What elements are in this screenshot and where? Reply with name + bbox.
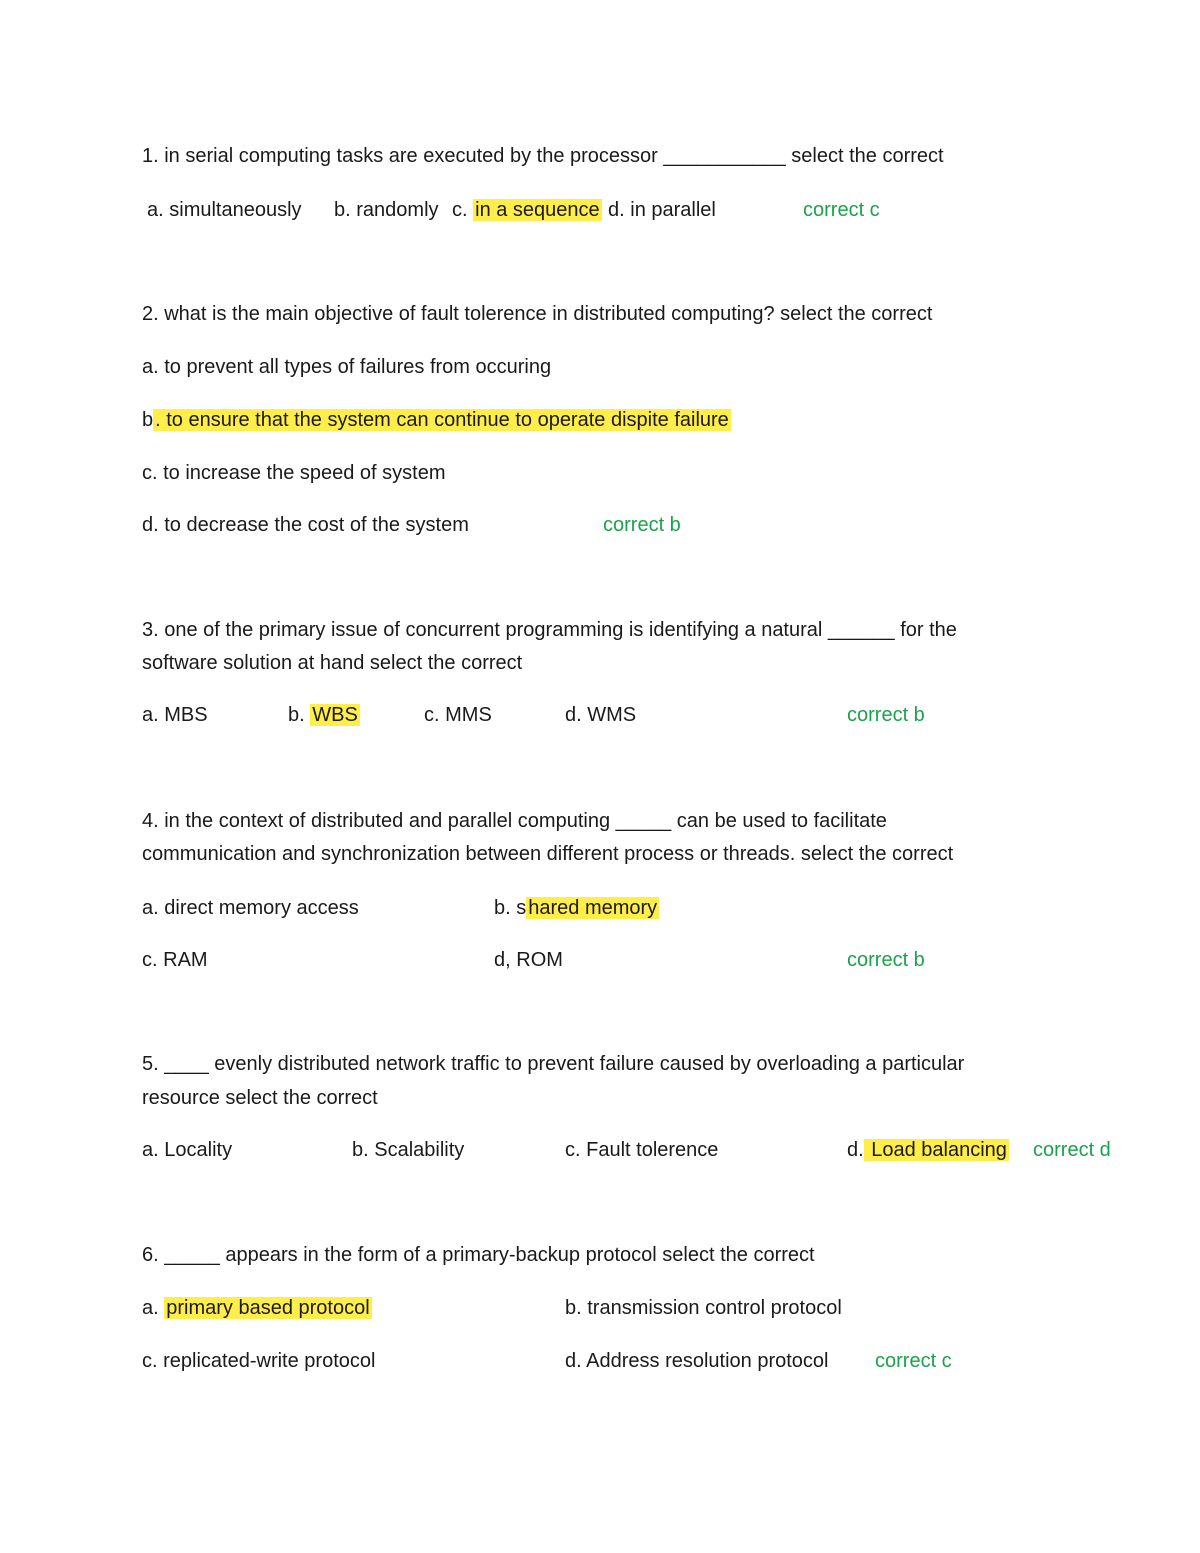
question-5-option-b: b. Scalability [352,1139,465,1161]
question-6-option-a: a. primary based protocol [142,1297,370,1319]
question-4-answer: correct b [847,949,925,971]
question-4-stem-line-1: 4. in the context of distributed and parallel computing _____ can be used to facilitate [142,810,887,832]
question-3-option-d: d. WMS [565,704,637,726]
question-5-option-d: d. Load balancing [847,1139,1007,1161]
question-2-option-b: b . to ensure that the system can continue to operate dispite failure [142,409,729,431]
question-1-option-d: d. in parallel [608,199,716,221]
question-2-option-c: c. to increase the speed of system [142,462,446,484]
question-5-stem-line-2: resource select the correct [142,1087,378,1109]
question-2-option-d: d. to decrease the cost of the system [142,514,469,536]
question-4-option-a: a. direct memory access [142,897,359,919]
question-4-option-b: b. s hared memory [494,897,658,919]
question-2-option-a: a. to prevent all types of failures from occuring [142,356,552,378]
question-4-option-d: d, ROM [494,949,563,971]
question-1-stem: 1. in serial computing tasks are executed by the processor ___________ select the correct [142,145,944,167]
question-3-option-a: a. MBS [142,704,208,726]
question-5-stem-line-1: 5. ____ evenly distributed network traffic to prevent failure caused by overloading a particular [142,1053,965,1075]
question-3-answer: correct b [847,704,925,726]
question-6-option-d: d. Address resolution protocol [565,1350,829,1372]
question-3-stem-line-1: 3. one of the primary issue of concurrent programming is identifying a natural ______ for the [142,619,957,641]
question-5-answer: correct d [1033,1139,1111,1161]
question-6-option-c: c. replicated-write protocol [142,1350,376,1372]
question-1-answer: correct c [803,199,880,221]
question-3-option-b: b. WBS [288,704,358,726]
question-3-option-c: c. MMS [424,704,492,726]
question-3-stem-line-2: software solution at hand select the correct [142,652,523,674]
question-1-option-a: a. simultaneously [147,199,302,221]
question-4-stem-line-2: communication and synchronization between different process or threads. select the correct [142,843,954,865]
question-1-option-c: c. in a sequence [452,199,600,221]
question-4-option-c: c. RAM [142,949,208,971]
question-2-answer: correct b [603,514,681,536]
question-6-answer: correct c [875,1350,952,1372]
question-2-stem: 2. what is the main objective of fault tolerence in distributed computing? select the correct [142,303,933,325]
question-5-option-a: a. Locality [142,1139,233,1161]
question-6-stem: 6. _____ appears in the form of a primary-backup protocol select the correct [142,1244,815,1266]
question-5-option-c: c. Fault tolerence [565,1139,719,1161]
question-6-option-b: b. transmission control protocol [565,1297,842,1319]
question-1-option-b: b. randomly [334,199,439,221]
